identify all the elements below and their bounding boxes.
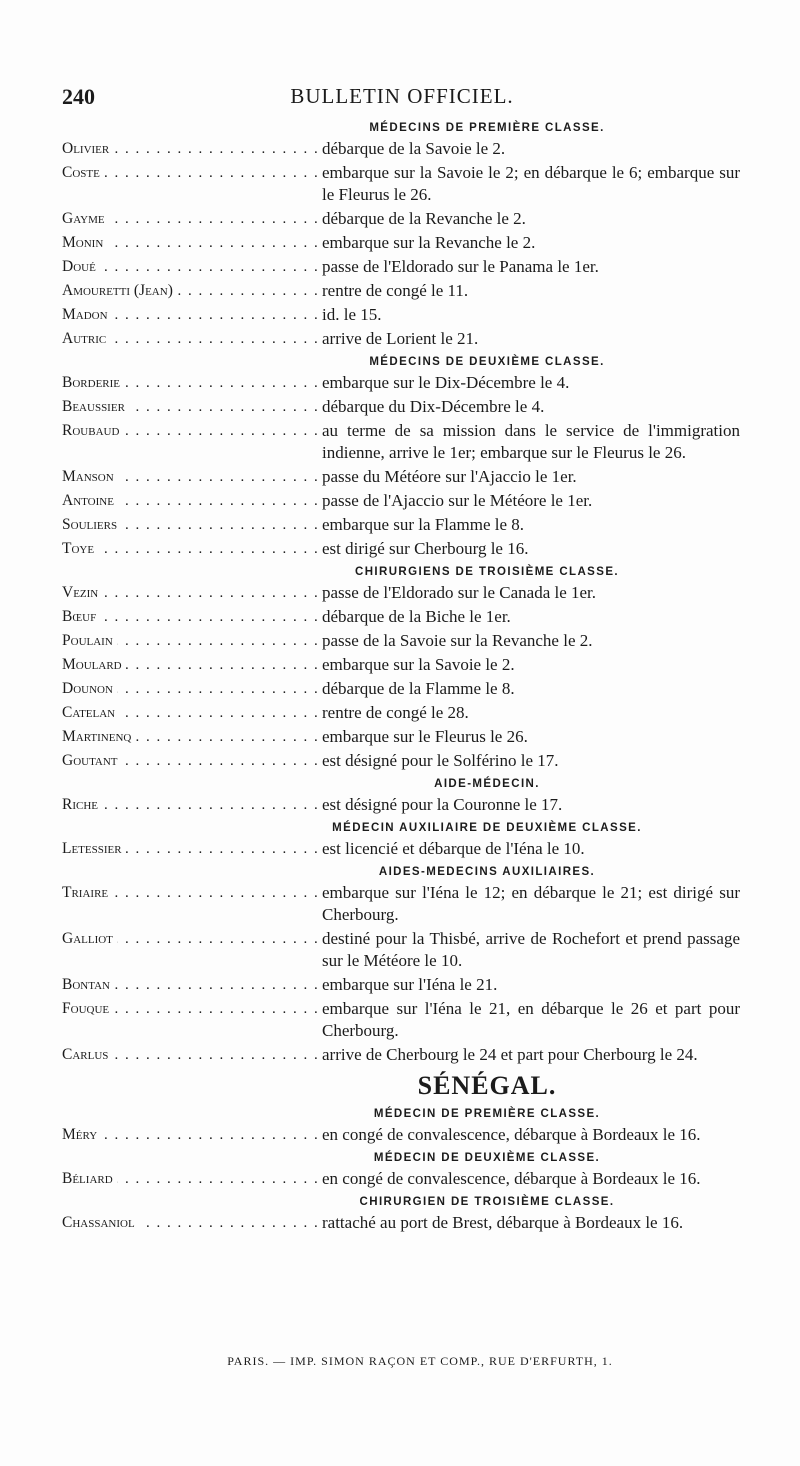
list-item [62, 630, 762, 652]
person-name: Souliers . . . [62, 514, 322, 536]
section-title: AIDE-MÉDECIN. [434, 778, 540, 790]
list-item [62, 328, 762, 350]
list-item [62, 974, 762, 996]
person-name: Manson . . . [62, 466, 322, 488]
entry-text: rentre de congé le 11. [322, 281, 469, 300]
list-item [62, 582, 762, 604]
entry-text: embarque sur l'Iéna le 12; en débarque le 21; est dirigé sur Cherbourg. [322, 883, 740, 924]
section-title: MÉDECIN AUXILIAIRE DE DEUXIÈME CLASSE. [332, 822, 642, 834]
entry-text: en congé de convalescence, débarque à Bordeaux le 16. [322, 1169, 701, 1188]
list-item [62, 490, 762, 512]
person-name: Bontan . . . [62, 974, 322, 996]
person-name: Letessier . . . [62, 838, 322, 860]
entry-text: passe de la Savoie sur la Revanche le 2. [322, 631, 593, 650]
person-name: Amouretti (Jean) . . . [62, 280, 322, 302]
person-name: Carlus . . . [62, 1044, 322, 1066]
section-title: MÉDECINS DE PREMIÈRE CLASSE. [369, 122, 605, 134]
entry-text: rattaché au port de Brest, débarque à Bordeaux le 16. [322, 1213, 684, 1232]
section-medecin-auxiliaire [62, 818, 762, 860]
printer-imprint: PARIS. — IMP. SIMON RAÇON ET COMP., RUE D'ERFURTH, 1. [227, 1354, 613, 1368]
list-item [62, 162, 762, 206]
person-name: Martinenq . . . [62, 726, 322, 748]
list-item [62, 750, 762, 772]
list-item [62, 372, 762, 394]
person-name: Fouque . . . [62, 998, 322, 1042]
section-aide-medecin [62, 774, 762, 816]
list-item [62, 606, 762, 628]
section-title: AIDES-MEDECINS AUXILIAIRES. [378, 866, 596, 878]
list-item [62, 702, 762, 724]
section-title: CHIRURGIENS DE TROISIÈME CLASSE. [355, 566, 619, 578]
person-name: Madon . . . [62, 304, 322, 326]
person-name: Autric . . . [62, 328, 322, 350]
entry-text: arrive de Cherbourg le 24 et part pour Cherbourg le 24. [322, 1045, 698, 1064]
person-name: Catelan . . . [62, 702, 322, 724]
section-title: CHIRURGIEN DE TROISIÈME CLASSE. [359, 1196, 615, 1208]
person-name: Borderie . . . [62, 372, 322, 394]
list-item [62, 1168, 762, 1190]
list-item [62, 1124, 762, 1146]
list-item [62, 514, 762, 536]
page-header [62, 84, 742, 110]
entry-text: embarque sur la Savoie le 2; en débarque le 6; embarque sur le Fleurus le 26. [322, 163, 740, 204]
entry-text: arrive de Lorient le 21. [322, 329, 479, 348]
list-item [62, 232, 762, 254]
section-aides-medecins-auxiliaires [62, 862, 762, 1066]
region-title: SÉNÉGAL. [417, 1071, 557, 1100]
entry-text: débarque de la Revanche le 2. [322, 209, 526, 228]
person-name: Roubaud . . . [62, 420, 322, 464]
list-item [62, 838, 762, 860]
region-senegal [62, 1068, 762, 1234]
entry-text: est désigné pour le Solférino le 17. [322, 751, 559, 770]
list-item [62, 678, 762, 700]
person-name: Doué . . . [62, 256, 322, 278]
person-name: Moulard . . . [62, 654, 322, 676]
section-title: MÉDECINS DE DEUXIÈME CLASSE. [369, 356, 605, 368]
person-name: Coste . . . [62, 162, 322, 206]
list-item [62, 726, 762, 748]
list-item [62, 256, 762, 278]
list-item [62, 654, 762, 676]
entry-text: débarque de la Biche le 1er. [322, 607, 511, 626]
list-item [62, 280, 762, 302]
entry-text: au terme de sa mission dans le service de l'immigration indienne, arrive le 1er; embarque sur le Fleurus le 26. [322, 421, 740, 462]
list-item [62, 396, 762, 418]
list-item [62, 998, 762, 1042]
person-name: Galliot . . . [62, 928, 322, 972]
section-medecins-deuxieme-classe [62, 352, 762, 560]
person-name: Monin . . . [62, 232, 322, 254]
list-item [62, 208, 762, 230]
person-name: Bœuf . . . [62, 606, 322, 628]
person-name: Poulain . . . [62, 630, 322, 652]
entry-text: embarque sur la Flamme le 8. [322, 515, 525, 534]
entry-text: destiné pour la Thisbé, arrive de Rochefort et prend passage sur le Météore le 10. [322, 929, 740, 970]
entry-text: passe de l'Eldorado sur le Canada le 1er. [322, 583, 597, 602]
person-name: Beaussier . . . [62, 396, 322, 418]
page-content [62, 118, 762, 1236]
running-title: BULLETIN OFFICIEL. [290, 84, 514, 108]
entry-text: embarque sur le Dix-Décembre le 4. [322, 373, 570, 392]
person-name: Antoine . . . [62, 490, 322, 512]
entry-text: embarque sur la Revanche le 2. [322, 233, 536, 252]
entry-text: est désigné pour la Couronne le 17. [322, 795, 563, 814]
entry-text: rentre de congé le 28. [322, 703, 469, 722]
list-item [62, 928, 762, 972]
entry-text: id. le 15. [322, 305, 382, 324]
list-item [62, 466, 762, 488]
list-item [62, 304, 762, 326]
entry-text: en congé de convalescence, débarque à Bordeaux le 16. [322, 1125, 701, 1144]
person-name: Olivier . . . [62, 138, 322, 160]
list-item [62, 1044, 762, 1066]
person-name: Dounon . . . [62, 678, 322, 700]
entry-text: embarque sur l'Iéna le 21. [322, 975, 498, 994]
section-chirurgiens-troisieme-classe [62, 562, 762, 772]
entry-text: est licencié et débarque de l'Iéna le 10. [322, 839, 585, 858]
entry-text: passe du Météore sur l'Ajaccio le 1er. [322, 467, 577, 486]
entry-text: embarque sur le Fleurus le 26. [322, 727, 528, 746]
section-title: MÉDECIN DE PREMIÈRE CLASSE. [373, 1108, 601, 1120]
entry-text: est dirigé sur Cherbourg le 16. [322, 539, 529, 558]
entry-text: débarque de la Flamme le 8. [322, 679, 515, 698]
entry-text: débarque de la Savoie le 2. [322, 139, 506, 158]
person-name: Béliard . . . [62, 1168, 322, 1190]
entry-text: passe de l'Eldorado sur le Panama le 1er. [322, 257, 599, 276]
entry-text: passe de l'Ajaccio sur le Météore le 1er. [322, 491, 593, 510]
list-item [62, 420, 762, 464]
person-name: Méry . . . [62, 1124, 322, 1146]
list-item [62, 882, 762, 926]
person-name: Toye . . . [62, 538, 322, 560]
list-item [62, 538, 762, 560]
person-name: Gayme . . . [62, 208, 322, 230]
person-name: Vezin . . . [62, 582, 322, 604]
person-name: Triaire . . . [62, 882, 322, 926]
page-number: 240 [62, 84, 95, 109]
entry-text: embarque sur l'Iéna le 21, en débarque le 26 et part pour Cherbourg. [322, 999, 740, 1040]
list-item [62, 138, 762, 160]
person-name: Riche . . . [62, 794, 322, 816]
list-item [62, 794, 762, 816]
person-name: Chassaniol . . . [62, 1212, 322, 1234]
entry-text: débarque du Dix-Décembre le 4. [322, 397, 545, 416]
person-name: Goutant . . . [62, 750, 322, 772]
section-title: MÉDECIN DE DEUXIÈME CLASSE. [373, 1152, 601, 1164]
section-medecins-premiere-classe [62, 118, 762, 350]
list-item [62, 1212, 762, 1234]
entry-text: embarque sur la Savoie le 2. [322, 655, 515, 674]
